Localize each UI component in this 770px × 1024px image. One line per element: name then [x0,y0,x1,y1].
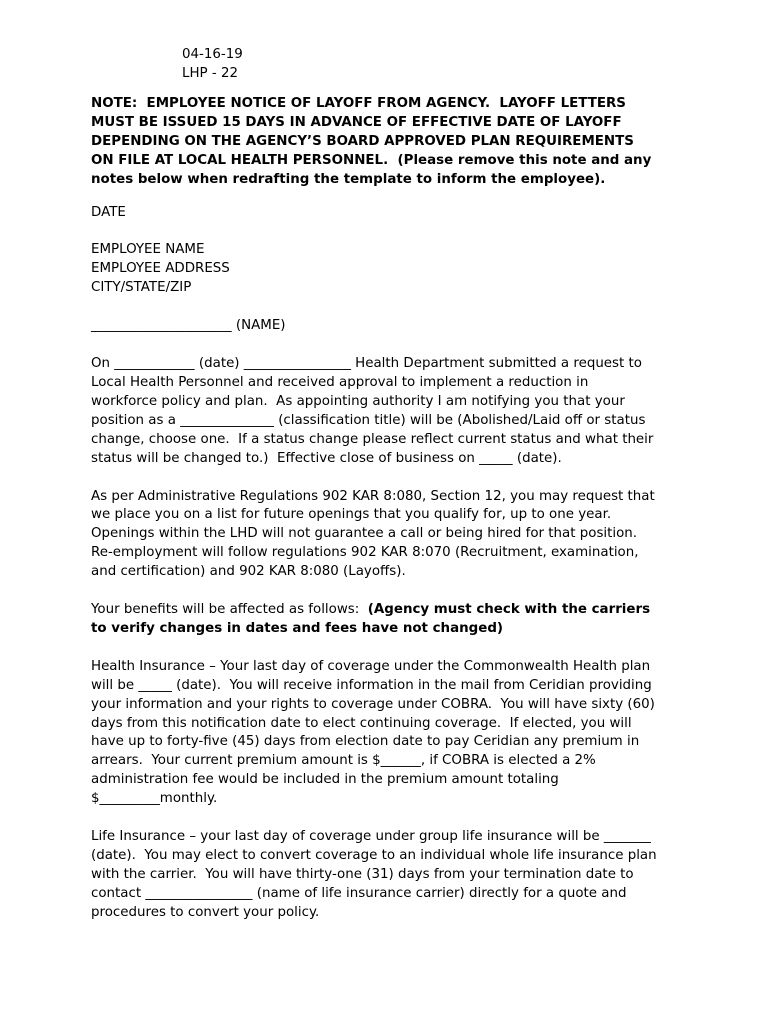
layoff-paragraph [91,355,691,468]
address-block [91,241,691,298]
paragraph-line: Openings within the LHD will not guarantee a call or being hired for that position. [91,526,638,542]
note-line: DEPENDING ON THE AGENCY’S BOARD APPROVED PLAN REQUIREMENTS [91,133,634,149]
benefits-intro [91,601,691,639]
paragraph-line: change, choose one. If a status change please reflect current status and what their [91,431,654,447]
salutation [91,317,691,336]
benefits-line [91,601,691,620]
paragraph-line: workforce policy and plan. As appointing authority I am notifying you that your [91,393,625,409]
form-number: LHP - 22 [182,65,238,81]
form-code-block [182,46,243,84]
template-note [91,95,691,190]
benefits-agency-note-cont: to verify changes in dates and fees have not changed) [91,620,504,636]
date-placeholder [91,204,691,223]
paragraph-line: As per Administrative Regulations 902 KAR 8:080, Section 12, you may request that [91,488,655,504]
revision-date: 04-16-19 [182,47,243,62]
paragraph-line: Life Insurance – your last day of coverage under group life insurance will be _______ [91,829,651,845]
benefits-intro-text: Your benefits will be affected as follows: [91,602,368,618]
paragraph-line: your information and your rights to coverage under COBRA. You will have sixty (60) [91,696,655,712]
date-text: DATE [91,204,126,220]
reemployment-paragraph [91,488,691,583]
benefits-agency-note: (Agency must check with the carriers [367,602,651,618]
paragraph-line: On ____________ (date) ________________ Health Department submitted a request to [91,356,642,372]
paragraph-line: with the carrier. You will have thirty-one (31) days from your termination date to [91,866,634,882]
note-line: MUST BE ISSUED 15 DAYS IN ADVANCE OF EFFECTIVE DATE OF LAYOFF [91,114,622,130]
paragraph-line: have up to forty-five (45) days from election date to pay Ceridian any premium in [91,734,640,750]
note-line: ON FILE AT LOCAL HEALTH PERSONNEL. (Please remove this note and any [91,152,652,168]
paragraph-line: contact ________________ (name of life insurance carrier) directly for a quote and [91,885,627,901]
note-line: notes below when redrafting the template to inform the employee). [91,171,606,187]
note-line: NOTE: EMPLOYEE NOTICE OF LAYOFF FROM AGENCY. LAYOFF LETTERS [91,96,626,111]
health-insurance-paragraph [91,658,691,809]
paragraph-line: and certification) and 902 KAR 8:080 (Layoffs). [91,564,406,580]
paragraph-line: position as a ______________ (classification title) will be (Abolished/Laid off or status [91,412,646,428]
paragraph-line: procedures to convert your policy. [91,904,320,920]
paragraph-line: Local Health Personnel and received approval to implement a reduction in [91,374,589,390]
paragraph-line: days from this notification date to elect continuing coverage. If elected, you will [91,715,632,731]
paragraph-line: status will be changed to.) Effective close of business on _____ (date). [91,450,562,466]
paragraph-line: will be _____ (date). You will receive information in the mail from Ceridian providing [91,677,652,693]
benefits-line [91,620,691,639]
employee-name: EMPLOYEE NAME [91,242,205,258]
paragraph-line: Re-employment will follow regulations 902 KAR 8:070 (Recruitment, examination, [91,545,639,561]
life-insurance-paragraph [91,828,691,923]
employee-address: EMPLOYEE ADDRESS [91,261,230,277]
letter-body [91,95,691,942]
paragraph-line: (date). You may elect to convert coverage to an individual whole life insurance plan [91,848,657,863]
paragraph-line: $_________monthly. [91,791,218,807]
paragraph-line: Health Insurance – Your last day of coverage under the Commonwealth Health plan [91,658,651,674]
city-state-zip: CITY/STATE/ZIP [91,280,192,296]
paragraph-line: arrears. Your current premium amount is $______, if COBRA is elected a 2% [91,753,596,769]
paragraph-line: administration fee would be included in the premium amount totaling [91,772,559,788]
salutation-text: _____________________ (NAME) [91,318,286,334]
paragraph-line: we place you on a list for future openings that you qualify for, up to one year. [91,507,612,523]
